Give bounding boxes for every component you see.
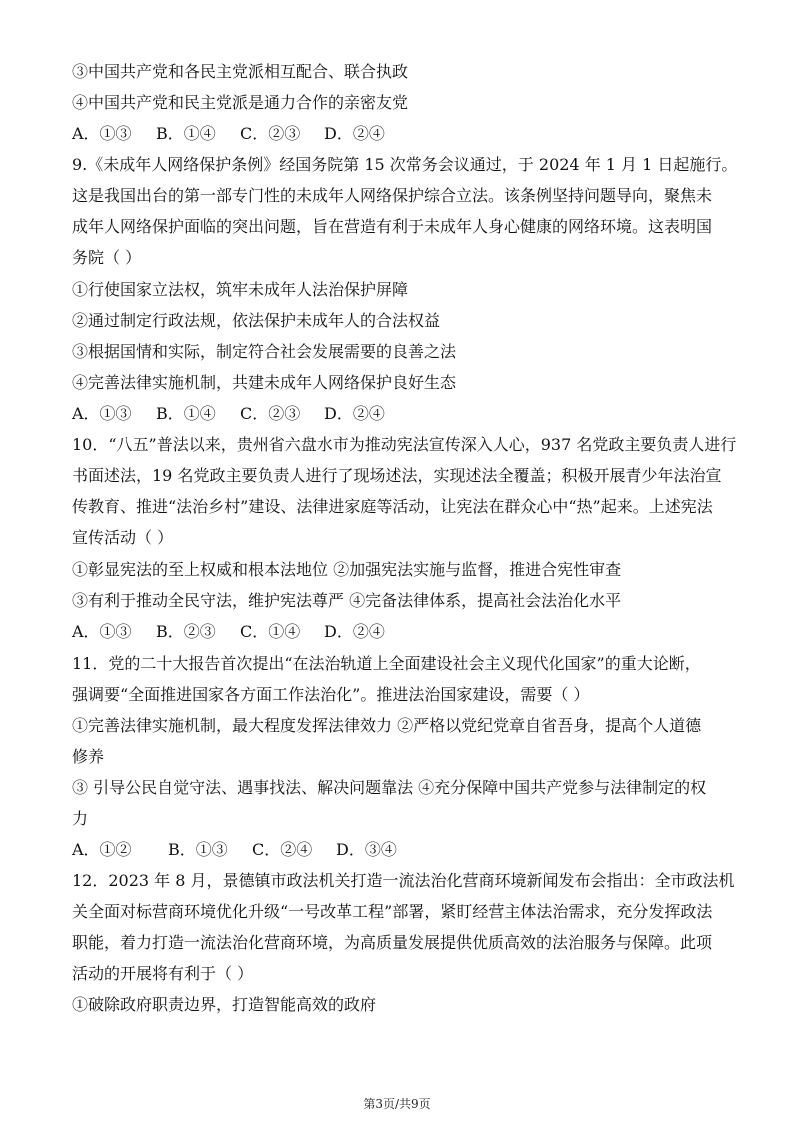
question-10-statement: ①彰显宪法的至上权威和根本法地位 ②加强宪法实施与监督，推进合宪性审查 (72, 560, 622, 579)
question-11-stem-line: 强调要“全面推进国家各方面工作法治化”。推进法治国家建设，需要（ ） (72, 685, 590, 704)
question-11-statement: ③ 引导公民自觉守法、遇事找法、解决问题靠法 ④充分保障中国共产党参与法律制定的权 (72, 778, 707, 797)
question-9-statement: ①行使国家立法权，筑牢未成年人法治保护屏障 (72, 280, 409, 299)
question-11-options (72, 840, 732, 860)
option-c: C．②④ (252, 840, 313, 859)
statement-3: ③中国共产党和各民主党派相互配合、联合执政 (72, 62, 409, 81)
option-a: A．①③ (72, 124, 132, 143)
page-number: 第3页/共9页 (363, 1097, 431, 1111)
question-12-stem-line: 12．2023 年 8 月，景德镇市政法机关打造一流法治化营商环境新闻发布会指出：全市政法机 (72, 871, 735, 890)
answer-options (72, 124, 732, 144)
question-10-statement: ③有利于推动全民守法，维护宪法尊严 ④完备法律体系，提高社会法治化水平 (72, 591, 622, 610)
option-b: B．②③ (156, 622, 216, 641)
question-11-statement: 修养 (72, 747, 105, 766)
question-10-stem-line: 传教育、推进“法治乡村”建设、法律进家庭等活动，让宪法在群众心中“热”起来。上述宪法 (72, 497, 713, 516)
question-9-stem-line: 9.《未成年人网络保护条例》经国务院第 15 次常务会议通过，于 2024 年 1 月 1 日起施行。 (72, 155, 738, 174)
option-c: C．②③ (240, 124, 301, 143)
question-12-stem-line: 活动的开展将有利于（ ） (72, 964, 254, 983)
question-10-stem-line: 10．“八五”普法以来，贵州省六盘水市为推动宪法宣传深入人心，937 名党政主要负责人进行 (72, 435, 737, 454)
option-a: A．①② (72, 840, 132, 859)
option-b: B．①④ (156, 404, 216, 423)
question-11-stem-line: 11．党的二十大报告首次提出“在法治轨道上全面建设社会主义现代化国家”的重大论断， (72, 654, 701, 673)
question-10-options (72, 622, 732, 642)
option-b: B．①④ (156, 124, 216, 143)
option-a: A．①③ (72, 404, 132, 423)
statement-4: ④中国共产党和民主党派是通力合作的亲密友党 (72, 93, 409, 112)
question-12-stem-line: 职能，着力打造一流法治化营商环境，为高质量发展提供优质高效的法治服务与保障。此项 (72, 933, 713, 952)
question-10-stem-line: 宣传活动（ ） (72, 528, 174, 547)
question-12-statement: ①破除政府职责边界，打造智能高效的政府 (72, 995, 377, 1014)
option-c: C．②③ (240, 404, 301, 423)
option-d: D．③④ (336, 840, 397, 859)
question-9-statement: ②通过制定行政法规，依法保护未成年人的合法权益 (72, 311, 441, 330)
option-d: D．②④ (324, 124, 385, 143)
question-9-stem-line: 这是我国出台的第一部专门性的未成年人网络保护综合立法。该条例坚持问题导向，聚焦未 (72, 186, 713, 205)
option-a: A．①③ (72, 622, 132, 641)
question-12-stem-line: 关全面对标营商环境优化升级“一号改革工程”部署，紧盯经营主体法治需求，充分发挥政法 (72, 902, 713, 921)
question-9-options (72, 404, 732, 424)
question-9-stem-line: 务院（ ） (72, 248, 142, 267)
question-9-stem-line: 成年人网络保护面临的突出问题，旨在营造有利于未成年人身心健康的网络环境。这表明国 (72, 217, 713, 236)
question-9-statement: ④完善法律实施机制，共建未成年人网络保护良好生态 (72, 373, 457, 392)
option-d: D．②④ (324, 404, 385, 423)
question-10-stem-line: 书面述法，19 名党政主要负责人进行了现场述法，实现述法全覆盖；积极开展青少年法治宣 (72, 466, 722, 485)
option-b: B．①③ (168, 840, 228, 859)
question-9-statement: ③根据国情和实际，制定符合社会发展需要的良善之法 (72, 342, 457, 361)
question-11-statement: ①完善法律实施机制，最大程度发挥法律效力 ②严格以党纪党章自省吾身，提高个人道德 (72, 716, 702, 735)
option-d: D．②④ (324, 622, 385, 641)
option-c: C．①④ (240, 622, 301, 641)
question-11-statement: 力 (72, 809, 89, 828)
